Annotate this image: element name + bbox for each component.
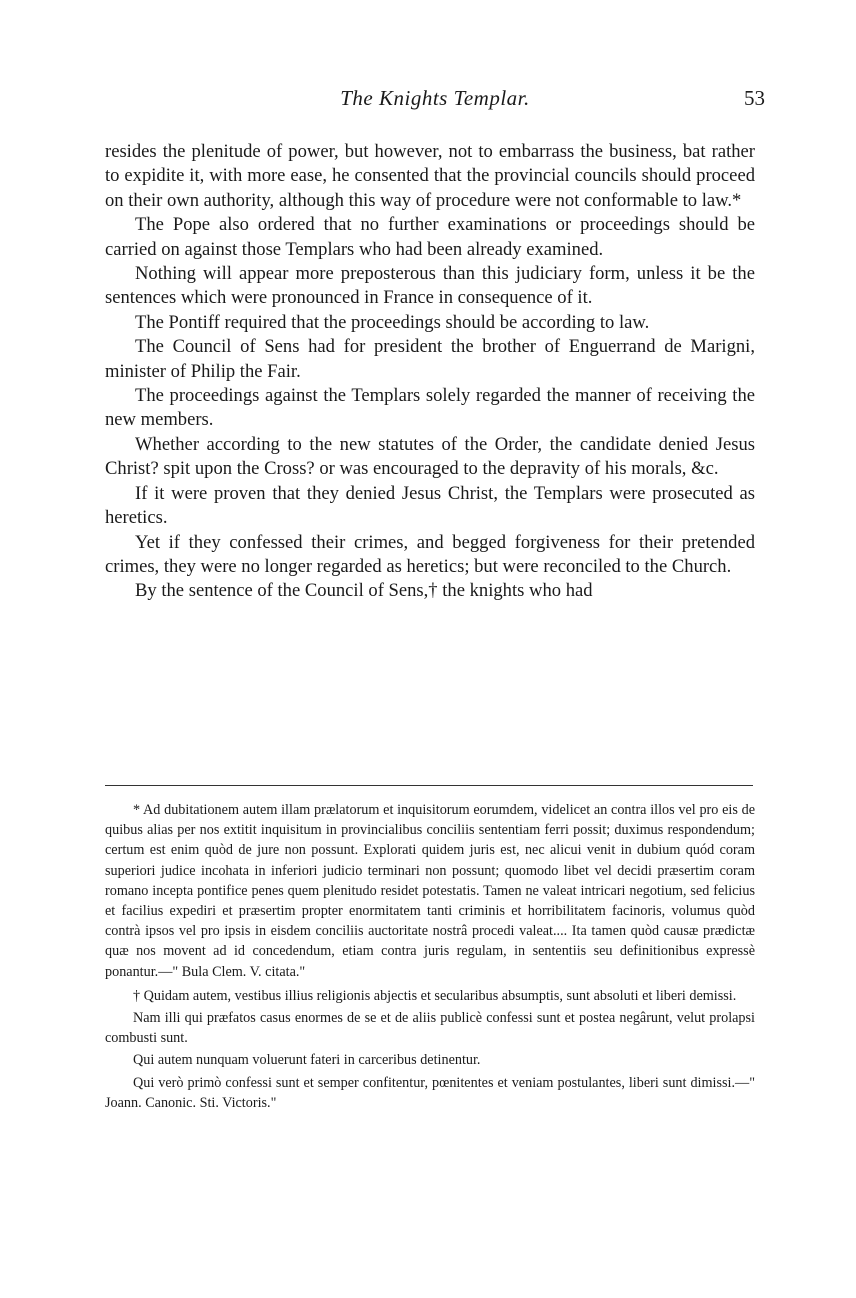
page-header	[105, 86, 765, 116]
page-number: 53	[744, 86, 765, 110]
paragraph: The proceedings against the Templars solely regarded the manner of receiving the new members.	[105, 385, 755, 431]
paragraph: Yet if they confessed their crimes, and begged forgiveness for their pretended crimes, they were no longer regarded as heretics; but were reconciled to the Church.	[105, 531, 755, 577]
main-text	[105, 140, 755, 604]
footnote: Qui verò primò confessi sunt et semper confitentur, pœnitentes et veniam postulantes, liberi sunt dimissi.—" Joann. Canonic. Sti. Victoris."	[105, 1074, 755, 1111]
footnotes	[105, 800, 755, 1115]
paragraph: Whether according to the new statutes of the Order, the candidate denied Jesus Christ? spit upon the Cross? or was encouraged to the depravity of his morals, &c.	[105, 433, 755, 480]
running-title: The Knights Templar.	[340, 86, 530, 110]
footnote: Nam illi qui præfatos casus enormes de se et de aliis publicè confessi sunt et postea negârunt, velut prolapsi combusti sunt.	[105, 1010, 755, 1047]
paragraph: resides the plenitude of power, but however, not to embarrass the business, bat rather to expidite it, with more ease, he consented that the provincial councils should proceed on their own authority, although this way of procedure were not conformable to law.*	[105, 141, 755, 211]
paragraph: By the sentence of the Council of Sens,† the knights who had	[135, 580, 593, 602]
footnote: Qui autem nunquam voluerunt fateri in carceribus detinentur.	[133, 1052, 481, 1069]
footnote: * Ad dubitationem autem illam prælatorum et inquisitorum eorumdem, videlicet an contra illos vel pro eis de quibus alias per nos extitit inquisitum in provincialibus conciliis sententiam ferri possit; duximus respondendum; certum est enim quòd de jure non possunt. Explorati quidem juris est, nec alicui venit in dubium quód coram superiori judice incohata in inferiori judicio terminari non possunt; quomodo libet vel decidi præsertim coram romano incepta pontifice penes quem plenitudo residet potestatis. Tamen ne valeat intricari negotium, sed felicius et facilius expediri et præsertim propter enormitatem tanti criminis et horribilitatem facinoris, volumus quòd contrà ipsos vel pro ipsis in eisdem conciliis auctoritate nostrâ procedi valeat.... Ita tamen quòd causæ prædictæ quæ nos movent ad id concedendum, etiam contra juris regulam, in sententiis seu definitionibus expressè ponantur.—" Bula Clem. V. citata."	[105, 802, 755, 980]
paragraph: The Pope also ordered that no further examinations or proceedings should be carried on against those Templars who had been already examined.	[105, 214, 755, 260]
paragraph: The Council of Sens had for president the brother of Enguerrand de Marigni, minister of Philip the Fair.	[105, 336, 755, 382]
paragraph: If it were proven that they denied Jesus Christ, the Templars were prosecuted as heretics.	[105, 482, 755, 529]
footnote: † Quidam autem, vestibus illius religionis abjectis et secularibus absumptis, sunt absoluti et liberi demissi.	[133, 987, 737, 1004]
paragraph: Nothing will appear more preposterous than this judiciary form, unless it be the sentences which were pronounced in France in consequence of it.	[105, 263, 755, 309]
paragraph: The Pontiff required that the proceedings should be according to law.	[135, 311, 650, 333]
footnote-divider	[105, 785, 753, 786]
